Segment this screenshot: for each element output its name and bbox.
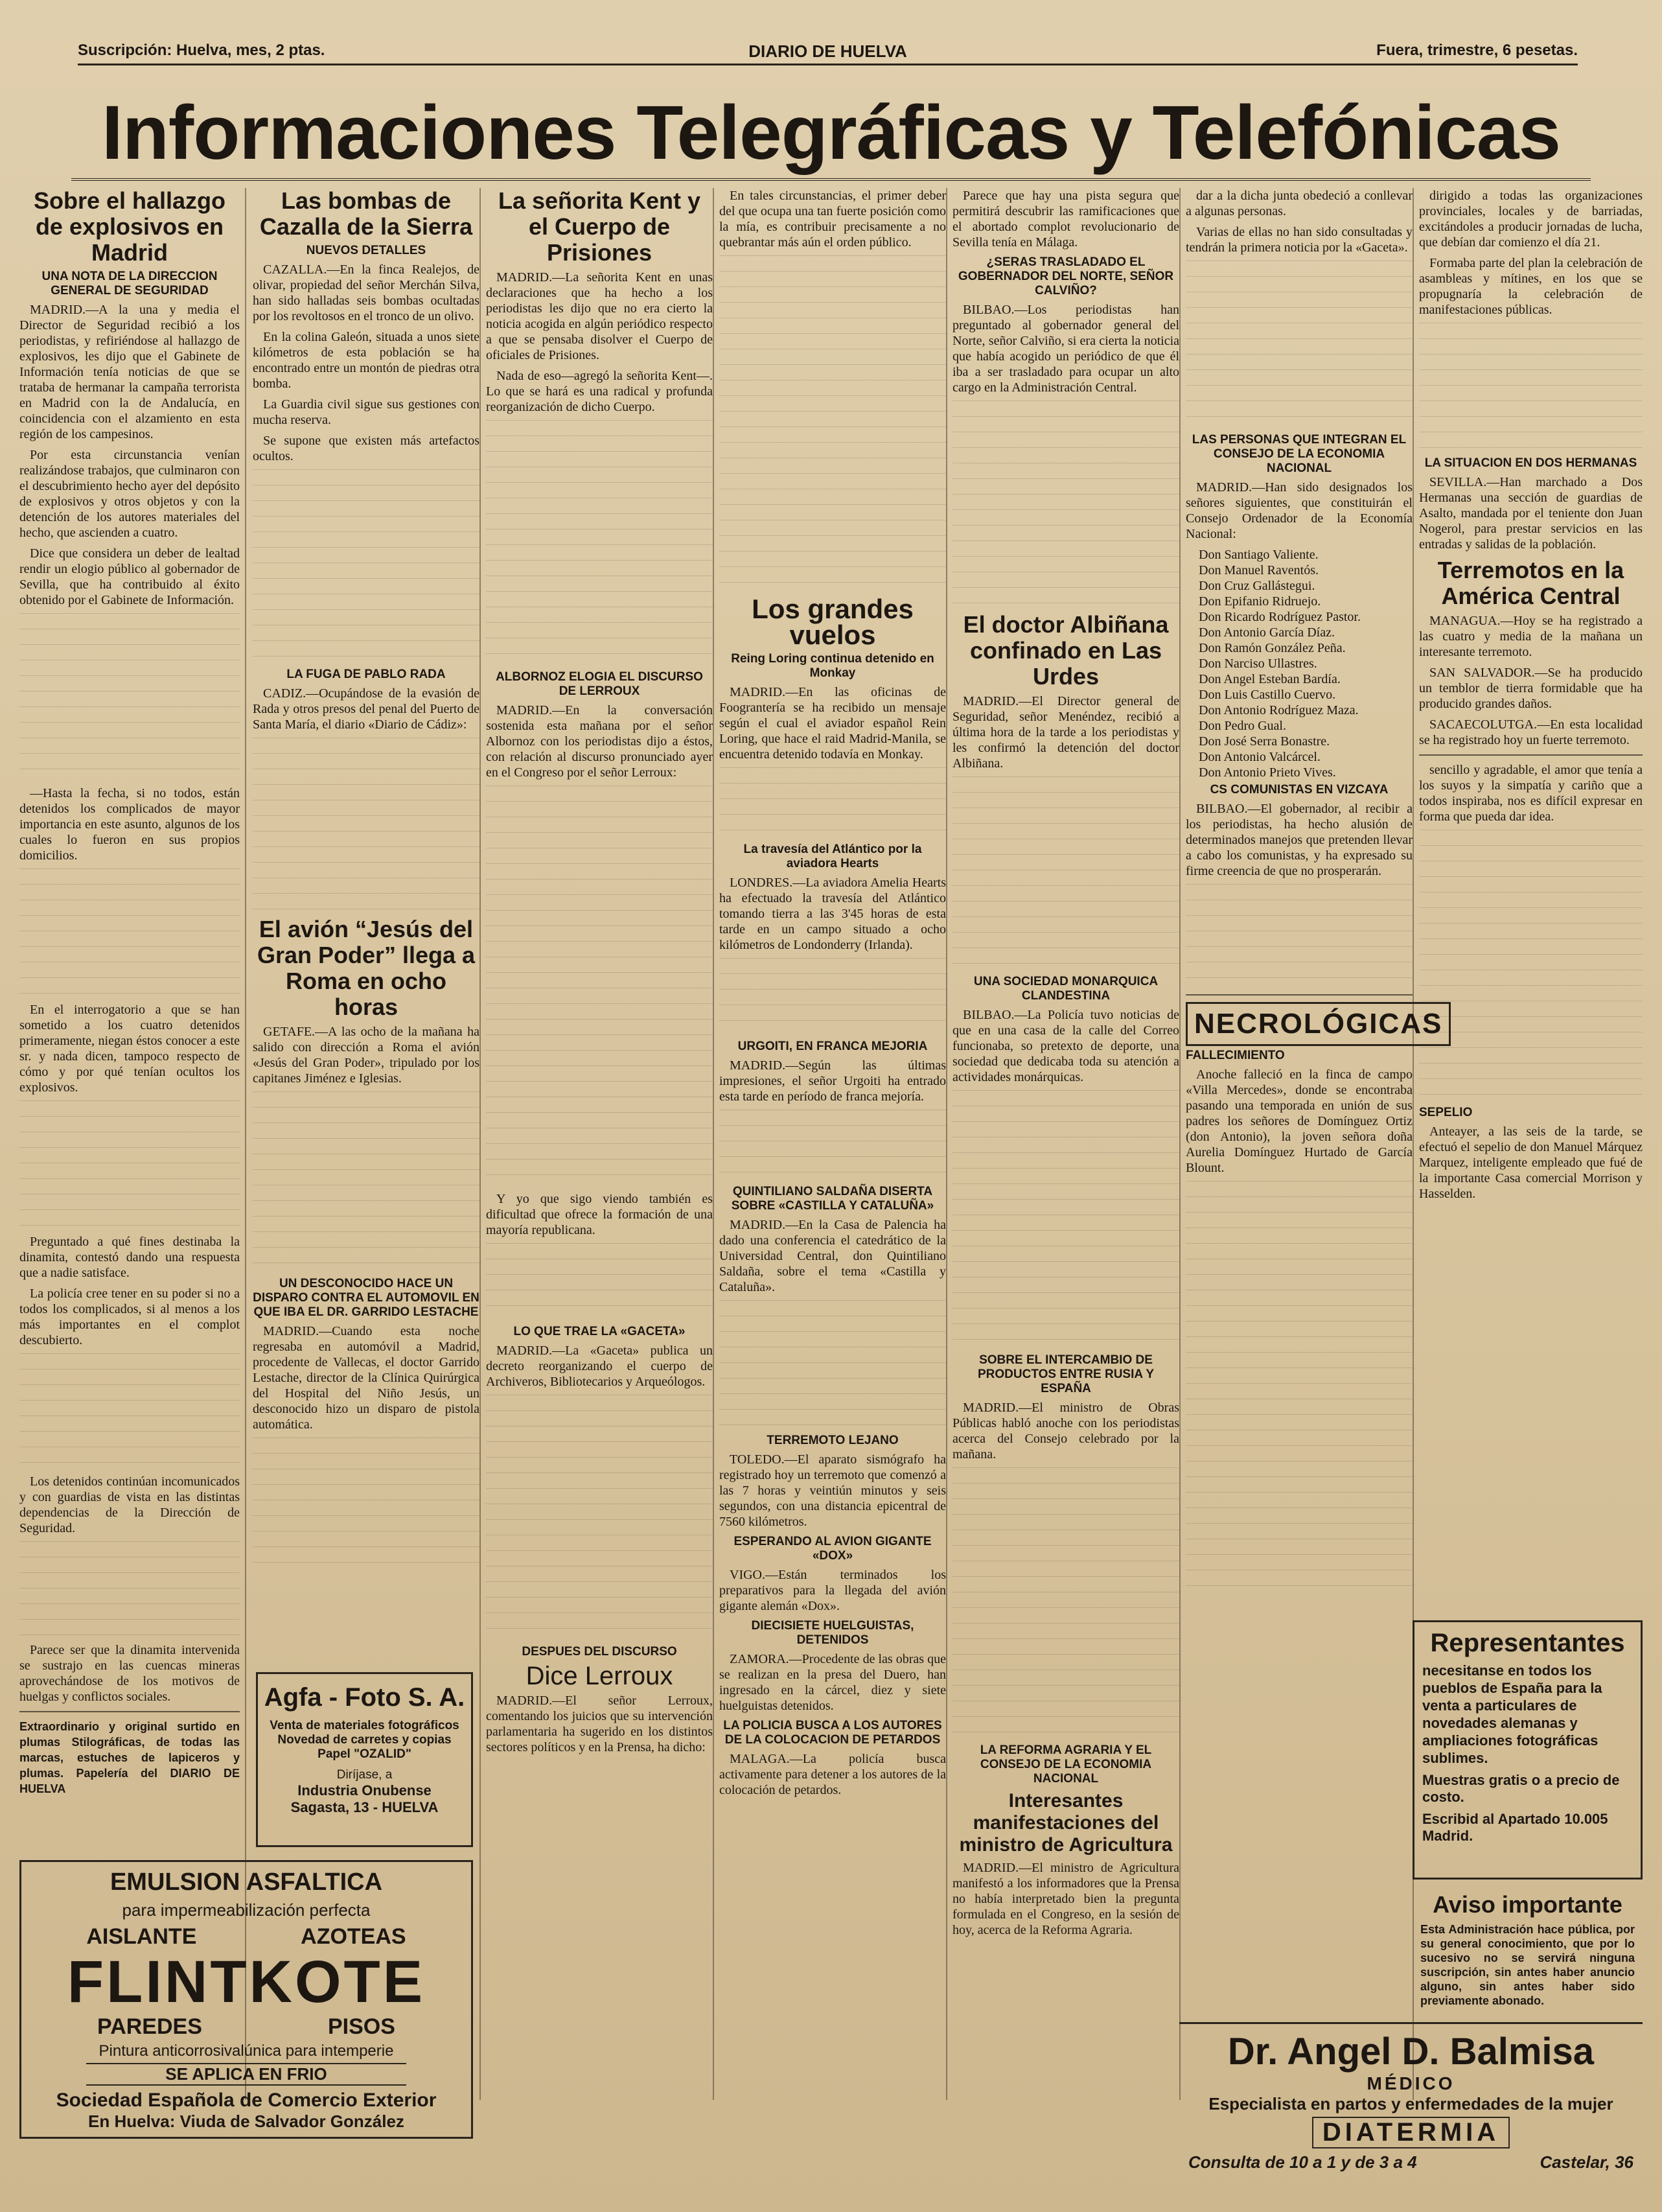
necrologicas-title: NECROLÓGICAS [1186,1002,1451,1046]
text-block [19,613,240,782]
text-block [719,1300,946,1430]
paragraph: BILBAO.—El gobernador, al recibir a los periodistas, ha hecho alusión de determinados manejos que pretenden llevar a cabo los comunistas, y ha expresado su firme creencia de que no prosperarán. [1186,802,1413,878]
column-3 [486,188,713,2139]
subhead: DESPUES DEL DISCURSO [522,1645,677,1659]
subhead: DIECISIETE HUELGUISTAS, DETENIDOS [751,1619,914,1647]
council-member-name: Don Pedro Gual. [1199,719,1286,733]
text-block [19,1100,240,1230]
text-block [253,469,479,664]
headline-avion: El avión “Jesús del Gran Poder” llega a Roma en ocho horas [257,916,476,1020]
council-member-name: Don Angel Esteban Bardía. [1199,672,1341,686]
paragraph: MADRID.—El ministro de Agricultura manifestó a los informadores que la Prensa no había interpretado bien la pregunta formulada en el Congreso, en la sesión de hoy, acerca de la Reforma Agraria. [952,1861,1179,1937]
paragraph: ZAMORA.—Procedente de las obras que se realizan en la presa del Duero, han ingresado en la cárcel, diez y siete huelguistas detenidos. [719,1652,946,1713]
headline-lerroux: Dice Lerroux [525,1662,673,1690]
headline-vuelos: Los grandes vuelos [752,594,914,650]
divider [19,1711,240,1712]
paragraph: MALAGA.—La policía busca activamente para detener a los autores de la colocación de petardos. [719,1752,946,1797]
paragraph: LONDRES.—La aviadora Amelia Hearts ha efectuado la travesía del Atlántico tomando tierra a las 3'45 horas de esta tarde en un campo situado a ocho kilómetros de Londonderry (Irlanda). [719,876,946,952]
paragraph: MADRID.—En la conversación sostenida esta mañana por el señor Albornoz con los periodistas dijo a éstos, con relación al discurso pronunciado ayer en el Congreso por el señor Lerroux: [486,703,713,780]
text-block [952,1090,1179,1349]
text-block [719,958,946,1036]
paragraph: MADRID.—Cuando esta noche regresaba en automóvil a Madrid, procedente de Vallecas, el doctor Garrido Lestache, director de la Clínica Quirúrgica del Hospital del Niño Jesús, un desconocido hizo un disparo de pistola automática. [253,1324,479,1432]
agfa-line: Venta de materiales fotográficos [270,1719,459,1732]
headline-cazalla: Las bombas de Cazalla de la Sierra [259,187,473,240]
subhead: SEPELIO [1419,1106,1473,1119]
paragraph: CAZALLA.—En la finca Realejos, de olivar, propiedad del señor Merchán Silva, han sido halladas seis bombas ocultadas por los revoltosos en el tronco de un olivo. [253,262,479,323]
paragraph: Preguntado a qué fines destinaba la dinamita, contestó dando una respuesta que a nadie satisface. [19,1235,240,1280]
text-block [1186,884,1413,988]
subhead: LA POLICIA BUSCA A LOS AUTORES DE LA COLOCACION DE PETARDOS [723,1719,942,1747]
text-block [719,255,946,592]
text-block [952,401,1179,608]
text-block [1419,323,1643,452]
text-block [486,1395,713,1641]
paragraph: La policía cree tener en su poder si no a todos los complicados, si al menos a los más importantes en el complot descubierto. [19,1286,240,1347]
subhead: ALBORNOZ ELOGIA EL DISCURSO DE LERROUX [496,670,703,698]
column-rule [1179,188,1181,2100]
representantes-line: Muestras gratis o a precio de costo. [1422,1772,1620,1805]
paragraph: VIGO.—Están terminados los preparativos para la llegada del avión gigante alemán «Dox». [719,1568,946,1613]
paragraph: Anoche falleció en la finca de campo «Villa Mercedes», donde se encontraba pasando una temporada en unión de sus padres los señores de Domínguez Ortiz (don Antonio), la joven señora doña Aurelia Domínguez Hurtado de García Blount. [1186,1067,1413,1175]
ad-balmisa [1179,2022,1643,2204]
aviso-title: Aviso importante [1433,1891,1622,1918]
paragraph: TOLEDO.—El aparato sismógrafo ha registrado hoy un terremoto que comenzó a las 7 horas y veintiún minutos y seis segundos, con una distancia epicentral de 7560 kilómetros. [719,1452,946,1529]
council-member-name: Don Narciso Ullastres. [1199,657,1317,671]
header-line [78,38,1578,65]
flintkote-line: EMULSION ASFALTICA [110,1869,383,1896]
council-member-name: Don Santiago Valiente. [1199,548,1319,562]
text-block [486,420,713,666]
paragraph: Nada de eso—agregó la señorita Kent—. Lo que se hará es una radical y profunda reorganización de dicho Cuerpo. [486,369,713,414]
paragraph: Los detenidos continúan incomunicados y con guardias de vista en las distintas dependencias de la Dirección de Seguridad. [19,1474,240,1535]
text-block [1186,1181,1413,1596]
text-block [253,1438,479,1567]
text-block [952,776,1179,971]
flintkote-line: para impermeabilización perfecta [122,1900,371,1920]
paragraph: En el interrogatorio a que se han sometido a los cuatro detenidos primeramente, niegan éstos conocer a este sr. y nada dicen, tampoco respecto de cómo y por qué tenían ocultos los explosivos. [19,1003,240,1095]
headline-albinana: El doctor Albiñana confinado en Las Urdes [963,611,1169,690]
agfa-line: Diríjase, a [336,1768,393,1782]
paragraph: GETAFE.—A las ocho de la mañana ha salido con dirección a Roma el avión «Jesús del Gran Poder», tripulado por los capitanes Jiménez e Iglesias. [253,1025,479,1086]
balmisa-spec: Especialista en partos y enfermedades de la mujer [1208,2094,1613,2113]
text-block [1419,830,1643,1102]
ad-representantes [1413,1620,1643,1880]
paragraph: MADRID.—En la Casa de Palencia ha dado una conferencia el catedrático de la Universidad Central, don Quintiliano Saldaña, sobre el tema «Castilla y Cataluña». [719,1218,946,1294]
paragraph: Formaba parte del plan la celebración de asambleas y mítines, en los que se propugnaría la celebración de manifestaciones públicas. [1419,256,1643,317]
paragraph: MADRID.—En las oficinas de Foograntería se ha recibido un mensaje según el cual el aviador español Rein Loring, que hace el raid Madrid-Manila, se encuentra detenido todavía en Monkay. [719,685,946,762]
text-block [253,1091,479,1273]
council-member-name: Don Manuel Raventós. [1199,563,1319,577]
paragraph: Varias de ellas no han sido consultadas y tendrán la primera noticia por la «Gaceta». [1186,225,1413,255]
divider [1186,994,1413,995]
balmisa-name: Dr. Angel D. Balmisa [1227,2031,1595,2073]
council-member-name: Don Antonio Valcárcel. [1199,750,1321,764]
subhead: FALLECIMIENTO [1186,1049,1285,1062]
column-5 [952,188,1179,2139]
paragraph: Dice que considera un deber de lealtad rendir un elogio público al gobernador de Sevilla, que ha contribuido al éxito obtenido por el Gabinete de Información. [19,546,240,607]
council-member-name: Don Luis Castillo Cuervo. [1199,688,1336,702]
paragraph: Anteayer, a las seis de la tarde, se efectuó el sepelio de don Manuel Márquez Marquez, inteligente empleado que fué de la importante Casa comercial Morrison y Hasselden. [1419,1124,1643,1201]
council-member-name: Don Cruz Gallástegui. [1199,579,1315,593]
text-block [253,738,479,913]
subhead: ¿SERAS TRASLADADO EL GOBERNADOR DEL NORTE, SEÑOR CALVIÑO? [958,255,1174,297]
text-block [19,1541,240,1638]
paragraph: Parece que hay una pista segura que permitirá descubrir las ramificaciones que el abortado complot revolucionario de Sevilla tenía en Málaga. [952,189,1179,250]
divider [1419,754,1643,756]
subhead: SOBRE EL INTERCAMBIO DE PRODUCTOS ENTRE RUSIA Y ESPAÑA [977,1353,1155,1395]
papeleria-note: Extraordinario y original surtido en plumas Stilográficas, de todas las marcas, estuches de lapiceros y plumas. Papelería del DIARIO DE HUELVA [19,1720,240,1795]
flintkote-line: SE APLICA EN FRIO [86,2063,406,2086]
representantes-body: necesitanse en todos los pueblos de España para la venta a particulares de novedades alemanas y ampliaciones fotográficas sublimes. [1422,1662,1602,1766]
paragraph: sencillo y agradable, el amor que tenía a los suyos y la simpatía y cariño que a todos inspiraba, nos es difícil expresar en forma que pueda dar idea. [1419,763,1643,824]
subhead: UNA SOCIEDAD MONARQUICA CLANDESTINA [973,975,1159,1003]
text-block [19,1353,240,1470]
agfa-line: Industria Onubense [297,1782,432,1799]
paragraph: Por esta circunstancia venían realizándose trabajos, que culminaron con el descubrimiento hecho ayer del depósito de explosivos y otros objetos y con la detención de los autores materiales del hecho, que ascienden a cuatro. [19,448,240,540]
paragraph: BILBAO.—Los periodistas han preguntado al gobernador general del Norte, señor Calviño, si era cierta la noticia que había acogido un periódico de que él iba a ser trasladado para ocupar un alto cargo en la Administración Central. [952,303,1179,395]
subhead: LA FUGA DE PABLO RADA [286,668,446,681]
ad-flintkote [19,1860,473,2139]
column-1 [19,188,240,1795]
agfa-line: Novedad de carretes y copias [277,1733,452,1747]
subhead: NUEVOS DETALLES [306,244,426,257]
paragraph: SAN SALVADOR.—Se ha producido un temblor de tierra formidable que ha producido grandes daños. [1419,666,1643,711]
newspaper-name: DIARIO DE HUELVA [748,41,907,61]
paragraph: SEVILLA.—Han marchado a Dos Hermanas una sección de guardias de Asalto, mandada por el teniente don Juan Nogerol, para prestar servicios en las entradas y salidas de la población. [1419,475,1643,552]
council-member-name: Don José Serra Bonastre. [1199,734,1330,749]
headline-explosivos: Sobre el hallazgo de explosivos en Madrid [33,187,226,266]
balmisa-brand: DIATERMIA [1312,2117,1510,2148]
paragraph: CADIZ.—Ocupándose de la evasión de Rada y otros presos del penal del Puerto de Santa María, el diario «Diario de Cádiz»: [253,686,479,732]
column-rule [245,188,246,2100]
subhead: URGOITI, EN FRANCA MEJORIA [737,1040,928,1053]
ad-agfa [256,1672,473,1847]
flintkote-paredes: PAREDES [97,2014,202,2039]
flintkote-aislante: AISLANTE [86,1924,197,1949]
headline-terremotos: Terremotos en la América Central [1437,557,1624,609]
subhead: LO QUE TRAE LA «GACETA» [513,1325,686,1338]
flintkote-line: Sociedad Española de Comercio Exterior [56,2090,437,2111]
masthead: Informaciones Telegráficas y Telefónicas [71,87,1591,181]
paragraph: MADRID.—El Director general de Seguridad, señor Menéndez, recibió a última hora de la tarde a los periodistas y les confirmó la detención del doctor Albiñana. [952,694,1179,771]
text-block [719,767,946,839]
subhead: La travesía del Atlántico por la aviadora Hearts [743,843,922,870]
balmisa-address: Castelar, 36 [1540,2152,1633,2172]
council-member-name: Don Antonio Rodríguez Maza. [1199,703,1359,717]
column-rule [479,188,481,2100]
column-4 [719,188,946,2139]
paragraph: MADRID.—El señor Lerroux, comentando los juicios que su intervención parlamentaria ha sugerido en los distintos sectores políticos y en la Prensa, ha dicho: [486,1694,713,1754]
paragraph: MADRID.—La señorita Kent en unas declaraciones que ha hecho a los periodistas les dijo que no era cierto la noticia acogida en algún periódico respecto a que se pensaba disolver el Cuerpo de oficiales de Prisiones. [486,270,713,362]
flintkote-azoteas: AZOTEAS [301,1924,406,1949]
column-6 [1186,188,1443,2061]
paragraph: Se supone que existen más artefactos ocultos. [253,434,479,463]
paragraph: dirigido a todas las organizaciones provinciales, locales y de barriadas, excitándoles a producir jornadas de lucha, que debían dar comienzo el día 21. [1419,189,1643,250]
column-7 [1419,188,1643,1601]
council-member-name: Don Antonio García Díaz. [1199,625,1335,640]
paragraph: Parece ser que la dinamita intervenida se sustrajo en las cuencas mineras aprovechándose de los motivos de huelgas y conflictos sociales. [19,1643,240,1704]
text-block [952,1467,1179,1740]
subscription-local: Suscripción: Huelva, mes, 2 ptas. [78,41,325,59]
column-rule [713,188,714,2100]
subhead: QUINTILIANO SALDAÑA DISERTA SOBRE «CASTILLA Y CATALUÑA» [731,1185,934,1213]
headline-kent: La señorita Kent y el Cuerpo de Prisiones [498,187,701,266]
paragraph: MADRID.—El ministro de Obras Públicas habló anoche con los periodistas acerca del Consejo celebrado por la mañana. [952,1401,1179,1461]
paragraph: dar a la dicha junta obedeció a conllevar a algunas personas. [1186,189,1413,218]
aviso-body: Esta Administración hace pública, por su general conocimiento, que por lo sucesivo no se servirá ninguna suscripción, sin antes haber anuncio alguno, sin antes haber sido previamente abonado. [1420,1923,1635,2007]
council-member-name: Don Epifanio Ridruejo. [1199,594,1321,609]
subhead: UNA NOTA DE LA DIRECCION GENERAL DE SEGURIDAD [41,270,218,297]
subhead: LA SITUACION EN DOS HERMANAS [1424,456,1637,470]
paragraph: MADRID.—A la una y media el Director de Seguridad recibió a los periodistas, y refiriéndose al hallazgo de explosivos, les dijo que el Gabinete de Información tenía noticias de que se trataba de hermanar la campaña terrorista en Madrid con la de Andalucía, en coincidencia con el alzamiento en esta región de los campesinos. [19,303,240,441]
council-member-name: Don Antonio Prieto Vives. [1199,765,1336,780]
paragraph: MADRID.—Han sido designados los señores siguientes, que constituirán el Consejo Ordenador de la Economía Nacional: [1186,480,1413,541]
paragraph: SACAECOLUTGA.—En esta localidad se ha registrado hoy un fuerte terremoto. [1419,717,1643,747]
text-block [486,786,713,1187]
flintkote-line: En Huelva: Viuda de Salvador González [88,2112,404,2131]
paragraph: En tales circunstancias, el primer deber del que ocupa una tan fuerte posición como la mía, es contribuir precisamente a no quebrantar más aún el orden público. [719,189,946,250]
flintkote-pisos: PISOS [328,2014,395,2039]
agfa-address: Sagasta, 13 - HUELVA [290,1799,439,1815]
paragraph: La Guardia civil sigue sus gestiones con mucha reserva. [253,397,479,427]
subhead: LA REFORMA AGRARIA Y EL CONSEJO DE LA ECONOMIA NACIONAL [980,1743,1152,1786]
subhead: Reing Loring continua detenido en Monkay [731,652,934,680]
ad-aviso [1413,1886,1643,2016]
paragraph: —Hasta la fecha, si no todos, están detenidos los complicados de mayor importancia en este asunto, algunos de los cuales lo fueron en sus propios domicilios. [19,786,240,863]
flintkote-line: Pintura anticorrosivalúnica para intemperie [98,2042,394,2060]
text-block [486,1243,713,1321]
representantes-address: Escribid al Apartado 10.005 Madrid. [1422,1811,1608,1844]
subhead: UN DESCONOCIDO HACE UN DISPARO CONTRA EL AUTOMOVIL EN QUE IBA EL DR. GARRIDO LESTACHE [253,1277,479,1319]
balmisa-hours: Consulta de 10 a 1 y de 3 a 4 [1188,2152,1417,2172]
council-names [1186,547,1413,780]
paragraph: MANAGUA.—Hoy se ha registrado a las cuatro y media de la mañana un interesante terremoto. [1419,614,1643,659]
flintkote-brand: FLINTKOTE [67,1949,426,2015]
text-block [1186,261,1413,429]
subhead: ESPERANDO AL AVION GIGANTE «DOX» [733,1535,932,1563]
column-2 [253,188,479,1828]
paragraph: BILBAO.—La Policía tuvo noticias de que en una casa de la calle del Correo funcionaba, so pretexto de deporte, una sociedad que dedicaba toda su atención a actividades monárquicas. [952,1008,1179,1084]
subscription-outside: Fuera, trimestre, 6 pesetas. [1376,41,1578,59]
agfa-title: Agfa - Foto S. A. [264,1683,465,1712]
paragraph: MADRID.—Según las últimas impresiones, el señor Urgoiti ha entrado esta tarde en período de franca mejoría. [719,1058,946,1104]
text-block [719,1110,946,1181]
paragraph: MADRID.—La «Gaceta» publica un decreto reorganizando el cuerpo de Archiveros, Bibliotecarios y Arqueólogos. [486,1344,713,1389]
paragraph: En la colina Galeón, situada a unos siete kilómetros de esta población se ha encontrado entre un montón de piedras otra bomba. [253,330,479,391]
headline-agricultura: Interesantes manifestaciones del ministro de Agricultura [959,1790,1173,1856]
subhead: LAS PERSONAS QUE INTEGRAN EL CONSEJO DE LA ECONOMIA NACIONAL [1192,433,1407,475]
representantes-title: Representantes [1430,1629,1625,1657]
council-member-name: Don Ricardo Rodríguez Pastor. [1199,610,1361,624]
subhead: CS COMUNISTAS EN VIZCAYA [1210,783,1389,797]
text-block [19,868,240,998]
paragraph: Y yo que sigo viendo también es dificultad que ofrece la formación de una mayoría republicana. [486,1192,713,1237]
column-rule [946,188,947,2100]
council-member-name: Don Ramón González Peña. [1199,641,1346,655]
balmisa-role: MÉDICO [1367,2073,1455,2093]
agfa-line: Papel "OZALID" [317,1747,411,1761]
subhead: TERREMOTO LEJANO [767,1434,899,1447]
